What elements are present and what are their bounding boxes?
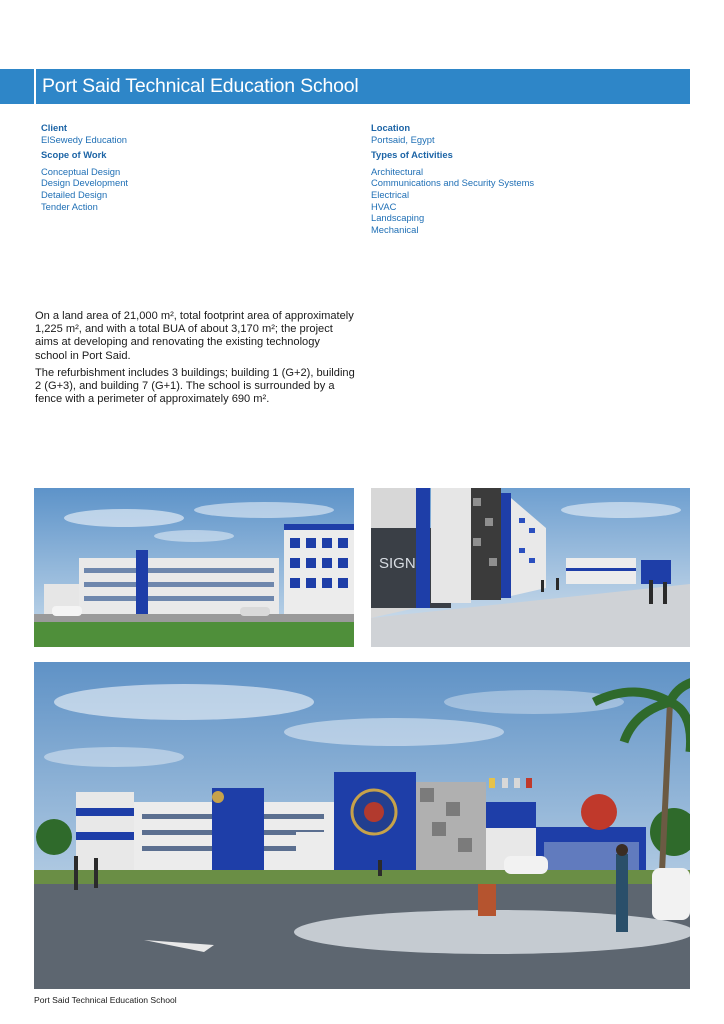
activity-item: Electrical — [371, 188, 410, 200]
description-paragraph-2: The refurbishment includes 3 buildings; building 1 (G+2), building 2 (G+3), and building 7 (G+1). The school is surrounded by a fence with a perimeter of approximately 690 m². — [35, 366, 355, 406]
header-accent-tab — [0, 69, 34, 104]
scope-item: Tender Action — [41, 200, 98, 212]
description-paragraph-1: On a land area of 21,000 m², total footprint area of approximately 1,225 m², and with a total BUA of about 3,170 m²; the project aims at developing and renovating the existing technology school in Port Said. — [35, 310, 354, 362]
client-label: Client — [41, 122, 68, 133]
location-label: Location — [371, 122, 411, 133]
activity-item: Architectural — [371, 165, 424, 177]
info-left-column — [41, 122, 341, 212]
location-value: Portsaid, Egypt — [371, 133, 435, 145]
school-render-side-view — [34, 488, 354, 647]
info-right-column — [371, 122, 681, 235]
scope-item: Conceptual Design — [41, 165, 121, 177]
activities-label: Types of Activities — [371, 149, 453, 161]
activity-item: Communications and Security Systems — [371, 177, 535, 189]
school-render-street-view — [371, 488, 690, 647]
page-title: Port Said Technical Education School — [42, 75, 359, 97]
project-description — [35, 310, 355, 410]
activity-item: HVAC — [371, 200, 397, 212]
image-caption: Port Said Technical Education School — [34, 995, 177, 1005]
scope-item: Design Development — [41, 177, 129, 189]
activity-item: Landscaping — [371, 212, 425, 224]
scope-item: Detailed Design — [41, 188, 108, 200]
school-render-front-view — [34, 662, 690, 989]
activity-item: Mechanical — [371, 223, 419, 235]
client-value: ElSewedy Education — [41, 133, 127, 145]
sign-text: SIGN — [379, 555, 416, 572]
scope-label: Scope of Work — [41, 149, 107, 161]
title-bar — [36, 69, 690, 104]
